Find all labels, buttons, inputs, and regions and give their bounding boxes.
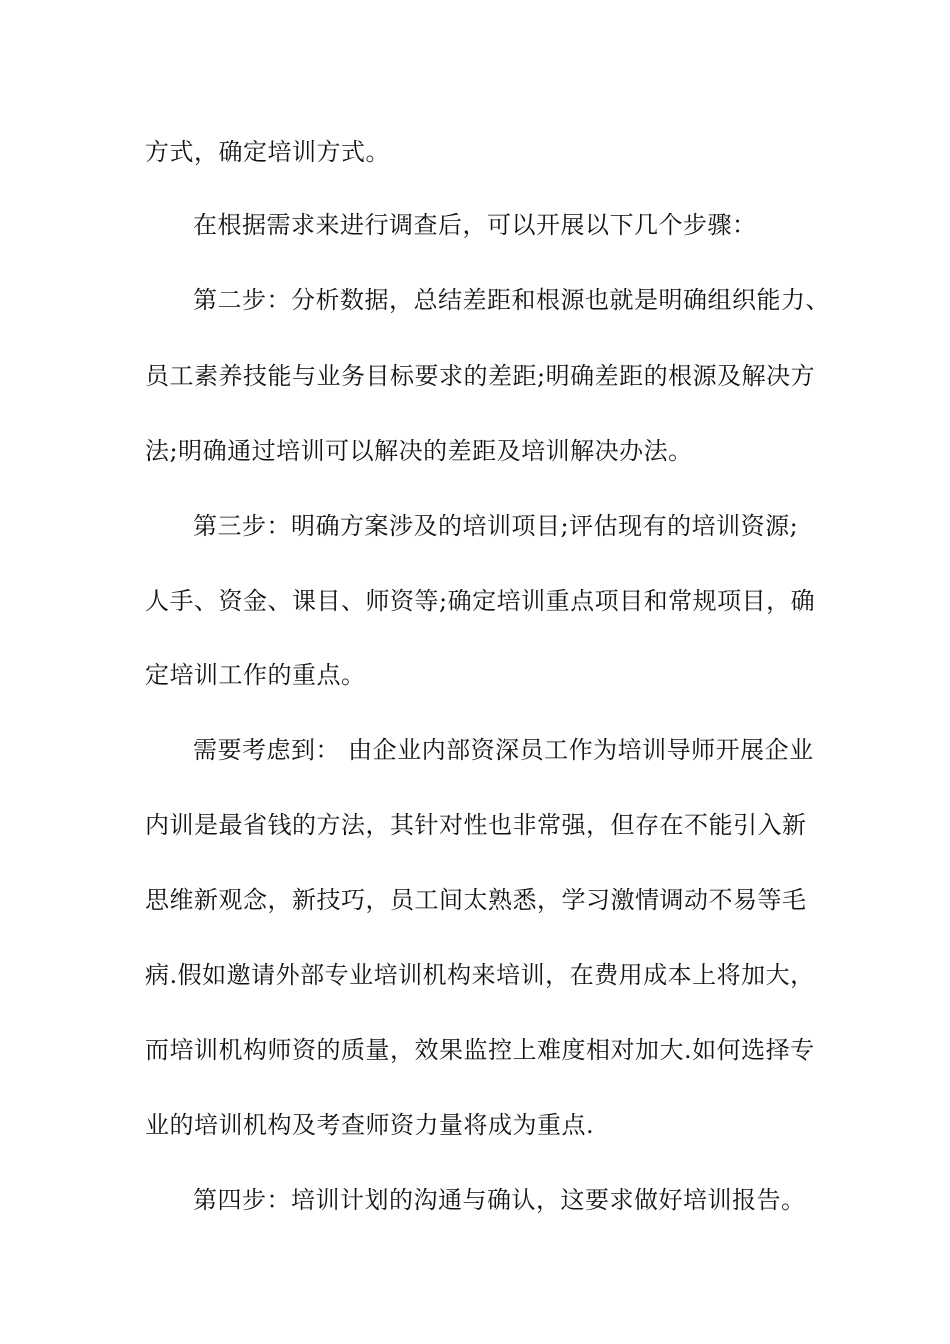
text-line-11: 思维新观念，新技巧，员工间太熟悉，学习激情调动不易等毛 xyxy=(145,886,807,914)
text-line-13: 而培训机构师资的质量，效果监控上难度相对加大.如何选择专 xyxy=(145,1036,815,1064)
text-line-15: 第四步：培训计划的沟通与确认，这要求做好培训报告。 xyxy=(193,1186,806,1214)
text-line-12: 病.假如邀请外部专业培训机构来培训，在费用成本上将加大， xyxy=(145,961,815,989)
text-line-9: 需要考虑到： 由企业内部资深员工作为培训导师开展企业 xyxy=(193,736,814,764)
text-line-7: 人手、资金、课目、师资等;确定培训重点项目和常规项目，确 xyxy=(145,587,816,615)
text-line-8: 定培训工作的重点。 xyxy=(145,661,366,689)
text-line-1: 方式，确定培训方式。 xyxy=(145,138,390,166)
text-line-5: 法;明确通过培训可以解决的差距及培训解决办法。 xyxy=(145,437,693,465)
text-line-3: 第二步：分析数据，总结差距和根源也就是明确组织能力、 xyxy=(193,286,830,314)
text-line-4: 员工素养技能与业务目标要求的差距;明确差距的根源及解决方 xyxy=(145,362,816,390)
text-line-6: 第三步：明确方案涉及的培训项目;评估现有的培训资源; xyxy=(193,512,799,540)
text-line-10: 内训是最省钱的方法，其针对性也非常强，但存在不能引入新 xyxy=(145,811,807,839)
text-line-14: 业的培训机构及考查师资力量将成为重点. xyxy=(145,1111,595,1139)
text-line-2: 在根据需求来进行调查后，可以开展以下几个步骤： xyxy=(193,211,757,239)
